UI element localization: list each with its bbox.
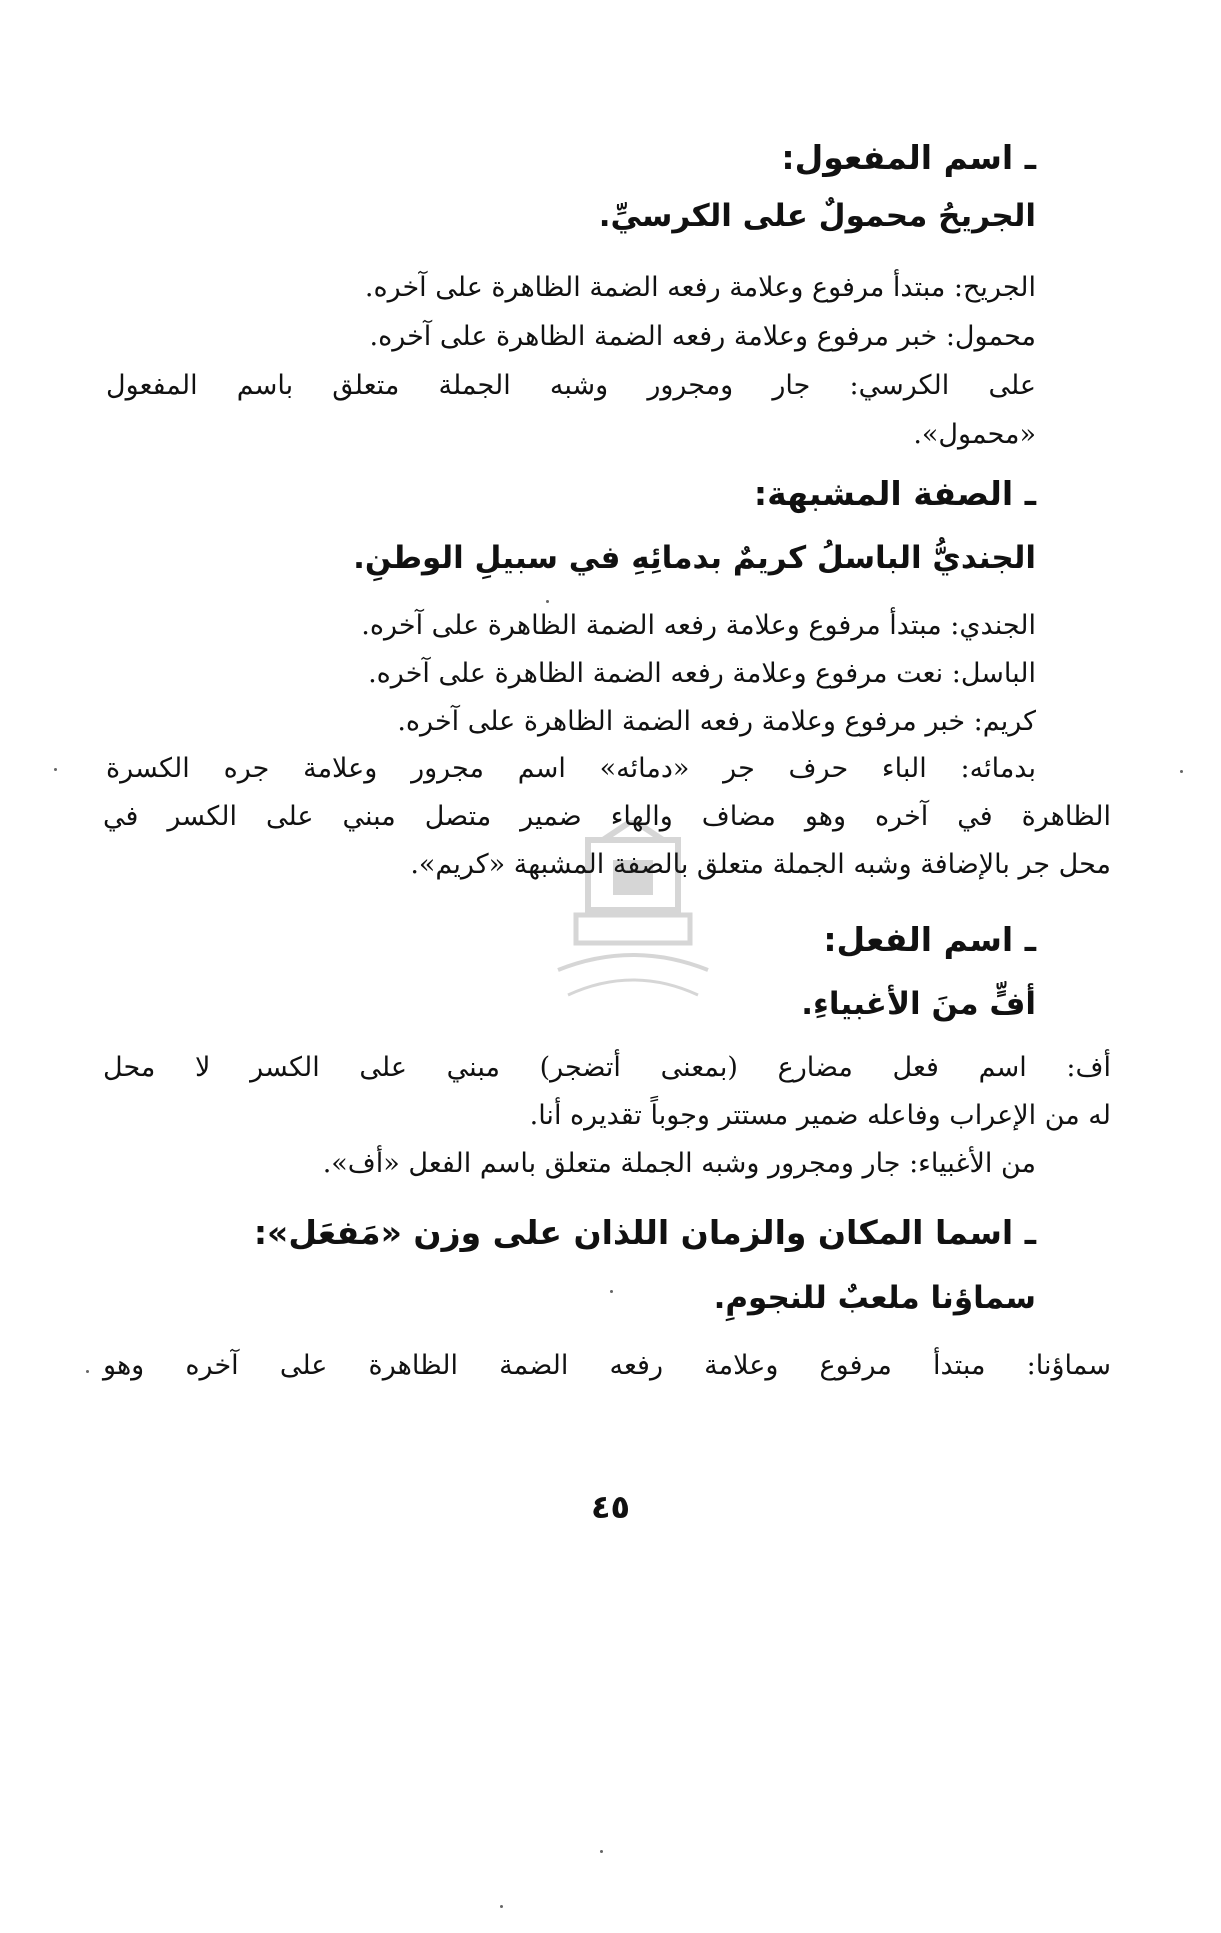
scan-speck <box>54 768 57 771</box>
parsing-line: محمول: خبر مرفوع وعلامة رفعه الضمة الظاهرة على آخره. <box>369 321 1036 352</box>
scan-speck <box>600 1850 603 1853</box>
section-heading-passive-participle: ـ اسم المفعول: <box>781 138 1036 177</box>
page-number: ٤٥ <box>590 1488 631 1526</box>
parsing-line: له من الإعراب وفاعله ضمير مستتر وجوباً تقديره أنا. <box>529 1100 1111 1131</box>
scan-speck <box>500 1905 503 1908</box>
parsing-line: بدمائه: الباء حرف جر «دمائه» اسم مجرور وعلامة جره الكسرة <box>106 753 1036 784</box>
scan-speck <box>86 1370 89 1373</box>
example-sentence-verbal-noun: أفٍّ منَ الأغبياءِ. <box>801 986 1036 1022</box>
scan-speck <box>610 1290 613 1293</box>
parsing-line: الجريح: مبتدأ مرفوع وعلامة رفعه الضمة الظاهرة على آخره. <box>364 272 1036 303</box>
parsing-line: الجندي: مبتدأ مرفوع وعلامة رفعه الضمة الظاهرة على آخره. <box>361 610 1036 641</box>
section-heading-verbal-noun: ـ اسم الفعل: <box>823 920 1036 959</box>
parsing-line: من الأغبياء: جار ومجرور وشبه الجملة متعلق باسم الفعل «أف». <box>322 1148 1036 1179</box>
scan-speck <box>1180 770 1183 773</box>
parsing-line: الظاهرة في آخره وهو مضاف والهاء ضمير متصل مبني على الكسر في <box>103 801 1111 832</box>
example-sentence-place-time: سماؤنا ملعبٌ للنجومِ. <box>713 1280 1036 1316</box>
parsing-line: محل جر بالإضافة وشبه الجملة متعلق بالصفة المشبهة «كريم». <box>410 849 1111 880</box>
parsing-line: «محمول». <box>913 419 1036 450</box>
parsing-line: كريم: خبر مرفوع وعلامة رفعه الضمة الظاهرة على آخره. <box>397 706 1036 737</box>
scan-speck <box>546 600 549 603</box>
section-heading-adjective: ـ الصفة المشبهة: <box>753 474 1036 513</box>
section-heading-place-time: ـ اسما المكان والزمان اللذان على وزن «مَفعَل»: <box>253 1213 1036 1252</box>
parsing-line: على الكرسي: جار ومجرور وشبه الجملة متعلق باسم المفعول <box>106 370 1036 401</box>
parsing-line: الباسل: نعت مرفوع وعلامة رفعه الضمة الظاهرة على آخره. <box>368 658 1036 689</box>
parsing-line: أف: اسم فعل مضارع (بمعنى أتضجر) مبني على الكسر لا محل <box>103 1052 1112 1083</box>
example-sentence-adjective: الجنديُّ الباسلُ كريمٌ بدمائِهِ في سبيلِ الوطنِ. <box>353 540 1036 576</box>
seal-watermark-icon <box>548 820 718 1010</box>
example-sentence-passive-participle: الجريحُ محمولٌ على الكرسيِّ. <box>598 198 1036 234</box>
parsing-line: سماؤنا: مبتدأ مرفوع وعلامة رفعه الضمة الظاهرة على آخره وهو <box>103 1350 1111 1381</box>
